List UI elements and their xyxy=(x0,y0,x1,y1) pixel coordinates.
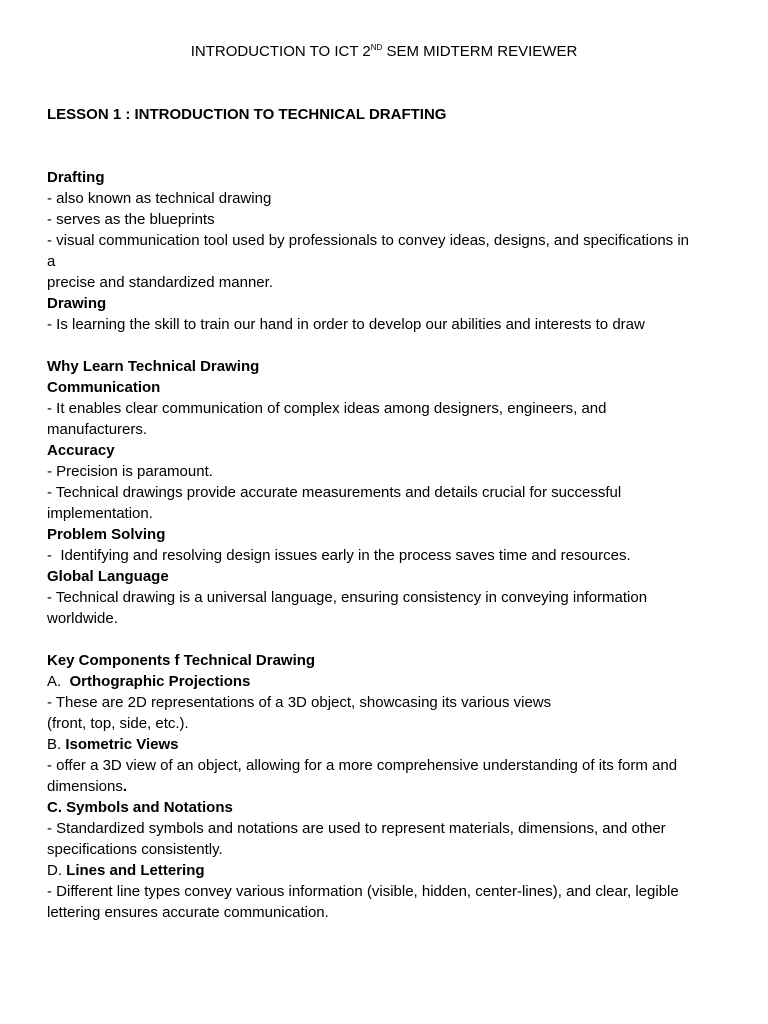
document-body xyxy=(47,167,717,923)
component-b-line: - offer a 3D view of an object, allowing for a more comprehensive understanding of its form and xyxy=(47,757,678,774)
communication-line: manufacturers. xyxy=(47,421,148,438)
component-d-line: lettering ensures accurate communication. xyxy=(47,904,329,921)
component-a-line: - These are 2D representations of a 3D object, showcasing its various views xyxy=(47,694,552,711)
spacer xyxy=(47,629,717,650)
component-b-prefix: B. xyxy=(47,736,66,753)
lesson-heading: LESSON 1 : INTRODUCTION TO TECHNICAL DRAFTING xyxy=(47,106,447,123)
component-a-title: Orthographic Projections xyxy=(69,673,251,690)
problem-solving-heading: Problem Solving xyxy=(47,526,166,543)
drawing-line: - Is learning the skill to train our hand in order to develop our abilities and interests to draw xyxy=(47,316,645,333)
title-superscript: ND xyxy=(370,43,383,52)
accuracy-line: - Precision is paramount. xyxy=(47,463,213,480)
component-c-heading: C. Symbols and Notations xyxy=(47,799,233,816)
component-d-prefix: D. xyxy=(47,862,67,879)
drawing-heading: Drawing xyxy=(47,295,107,312)
drafting-line: a xyxy=(47,253,56,270)
component-b-line xyxy=(47,776,717,797)
title-prefix: INTRODUCTION TO ICT 2 xyxy=(190,43,371,60)
accuracy-heading: Accuracy xyxy=(47,442,115,459)
title-suffix: SEM MIDTERM REVIEWER xyxy=(382,43,578,60)
problem-solving-line: - Identifying and resolving design issues early in the process saves time and resources. xyxy=(47,547,631,564)
why-learn-heading: Why Learn Technical Drawing xyxy=(47,358,260,375)
component-d-heading xyxy=(47,860,717,881)
drafting-heading: Drafting xyxy=(47,169,105,186)
component-c-line: specifications consistently. xyxy=(47,841,223,858)
accuracy-line: implementation. xyxy=(47,505,153,522)
component-c-line: - Standardized symbols and notations are used to represent materials, dimensions, and other xyxy=(47,820,666,837)
component-d-title: Lines and Lettering xyxy=(66,862,205,879)
drafting-line: - serves as the blueprints xyxy=(47,211,215,228)
accuracy-line: - Technical drawings provide accurate measurements and details crucial for successful xyxy=(47,484,622,501)
page-title xyxy=(0,42,768,62)
drafting-line: - also known as technical drawing xyxy=(47,190,272,207)
component-a-heading xyxy=(47,671,717,692)
spacer xyxy=(47,335,717,356)
drafting-line: - visual communication tool used by professionals to convey ideas, designs, and specifications in xyxy=(47,232,690,249)
communication-heading: Communication xyxy=(47,379,161,396)
drafting-line: precise and standardized manner. xyxy=(47,274,273,291)
component-b-trailing-period: . xyxy=(122,778,128,795)
component-a-prefix: A. xyxy=(47,673,70,690)
component-b-title: Isometric Views xyxy=(65,736,179,753)
communication-line: - It enables clear communication of complex ideas among designers, engineers, and xyxy=(47,400,607,417)
component-a-line: (front, top, side, etc.). xyxy=(47,715,189,732)
global-language-line: worldwide. xyxy=(47,610,118,627)
component-b-heading xyxy=(47,734,717,755)
global-language-heading: Global Language xyxy=(47,568,169,585)
global-language-line: - Technical drawing is a universal language, ensuring consistency in conveying information xyxy=(47,589,648,606)
key-components-heading: Key Components f Technical Drawing xyxy=(47,652,316,669)
component-d-line: - Different line types convey various information (visible, hidden, center-lines), and clear, legible xyxy=(47,883,679,900)
component-b-line-text: dimensions xyxy=(47,778,123,795)
